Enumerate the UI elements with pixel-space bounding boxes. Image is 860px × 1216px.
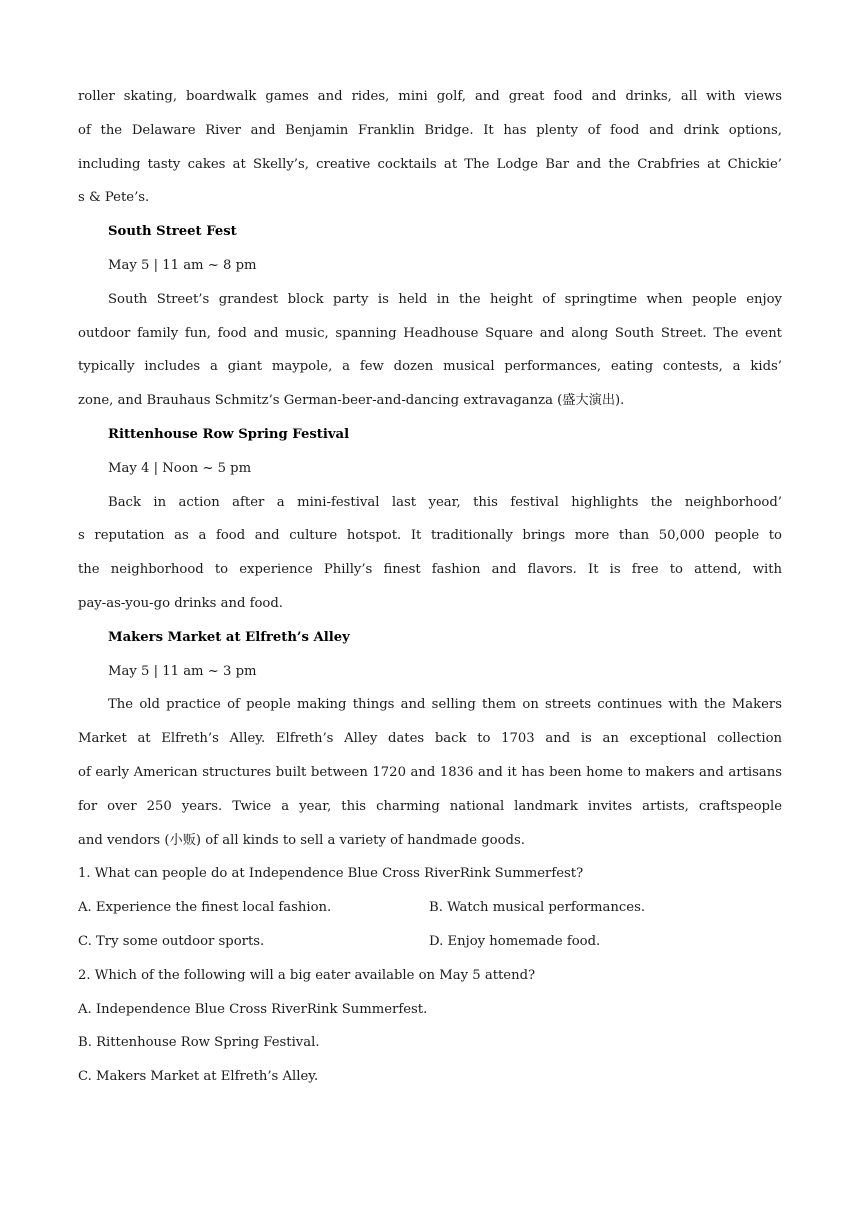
section-title: South Street Fest: [108, 224, 237, 240]
paragraph-line: South Street’s grandest block party is held in the height of springtime when people enjoy: [108, 291, 782, 307]
paragraph-line: including tasty cakes at Skelly’s, creative cocktails at The Lodge Bar and the Crabfries at Chickie’: [78, 156, 782, 172]
paragraph-line: zone, and Brauhaus Schmitz’s German-beer-and-dancing extravaganza (盛大演出).: [78, 393, 625, 409]
paragraph-line: Market at Elfreth’s Alley. Elfreth’s Alley dates back to 1703 and is an exceptional collection: [78, 731, 782, 747]
option-b: B. Rittenhouse Row Spring Festival.: [78, 1035, 320, 1051]
paragraph-line: The old practice of people making things and selling them on streets continues with the Makers: [108, 697, 782, 713]
event-time: May 4 | Noon ~ 5 pm: [108, 460, 252, 476]
paragraph-line: for over 250 years. Twice a year, this charming national landmark invites artists, craftspeople: [78, 798, 782, 814]
question-stem: 1. What can people do at Independence Blue Cross RiverRink Summerfest?: [78, 866, 584, 882]
option-b: B. Watch musical performances.: [429, 900, 646, 916]
event-time: May 5 | 11 am ~ 3 pm: [108, 663, 257, 679]
paragraph-line: Back in action after a mini-festival last year, this festival highlights the neighborhood’: [108, 494, 782, 510]
paragraph-line: typically includes a giant maypole, a few dozen musical performances, eating contests, a kids’: [78, 359, 782, 375]
paragraph-line: s & Pete’s.: [78, 190, 150, 206]
option-a: A. Experience the finest local fashion.: [78, 900, 332, 916]
paragraph-line: outdoor family fun, food and music, spanning Headhouse Square and along South Street. The event: [78, 325, 782, 341]
paragraph-line: pay-as-you-go drinks and food.: [78, 595, 283, 611]
passage-text: [78, 80, 782, 1094]
question-stem: 2. Which of the following will a big eater available on May 5 attend?: [78, 967, 536, 983]
paragraph-line: and vendors (小贩) of all kinds to sell a variety of handmade goods.: [78, 832, 525, 848]
option-c: C. Makers Market at Elfreth’s Alley.: [78, 1069, 319, 1085]
option-d: D. Enjoy homemade food.: [429, 933, 601, 949]
section-title: Makers Market at Elfreth’s Alley: [108, 629, 350, 645]
paragraph-line: s reputation as a food and culture hotspot. It traditionally brings more than 50,000 people to: [78, 528, 782, 544]
paragraph-line: the neighborhood to experience Philly’s finest fashion and flavors. It is free to attend, with: [78, 562, 782, 578]
section-title: Rittenhouse Row Spring Festival: [108, 426, 350, 442]
paragraph-line: of early American structures built between 1720 and 1836 and it has been home to makers and artisans: [78, 764, 782, 780]
event-time: May 5 | 11 am ~ 8 pm: [108, 257, 257, 273]
paragraph-line: of the Delaware River and Benjamin Franklin Bridge. It has plenty of food and drink options,: [78, 122, 782, 138]
option-c: C. Try some outdoor sports.: [78, 933, 265, 949]
option-a: A. Independence Blue Cross RiverRink Summerfest.: [78, 1001, 428, 1017]
paragraph-line: roller skating, boardwalk games and rides, mini golf, and great food and drinks, all with views: [78, 89, 782, 104]
option-row: [78, 925, 782, 959]
option-row: [78, 891, 782, 925]
